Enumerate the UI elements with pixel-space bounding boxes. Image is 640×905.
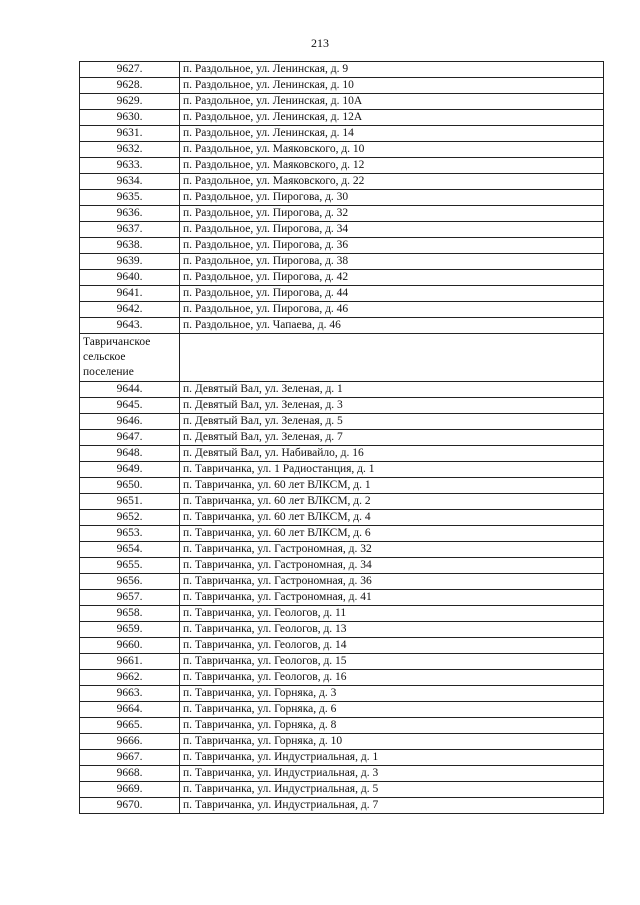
row-number: 9655. <box>80 558 180 574</box>
row-address: п. Тавричанка, ул. 60 лет ВЛКСМ, д. 1 <box>180 478 604 494</box>
row-address: п. Тавричанка, ул. Гастрономная, д. 34 <box>180 558 604 574</box>
row-address: п. Раздольное, ул. Пирогова, д. 44 <box>180 286 604 302</box>
row-address: п. Тавричанка, ул. Горняка, д. 8 <box>180 718 604 734</box>
row-address: п. Тавричанка, ул. Индустриальная, д. 1 <box>180 750 604 766</box>
row-number: 9658. <box>80 606 180 622</box>
table-row <box>80 526 604 542</box>
table-row <box>80 542 604 558</box>
table-row <box>80 222 604 238</box>
row-number: 9657. <box>80 590 180 606</box>
table-row <box>80 478 604 494</box>
table-row <box>80 174 604 190</box>
row-address: п. Раздольное, ул. Маяковского, д. 22 <box>180 174 604 190</box>
table-row <box>80 638 604 654</box>
row-number: 9642. <box>80 302 180 318</box>
row-number: 9666. <box>80 734 180 750</box>
row-number: 9641. <box>80 286 180 302</box>
row-number: 9651. <box>80 494 180 510</box>
table-row <box>80 286 604 302</box>
row-address: п. Раздольное, ул. Чапаева, д. 46 <box>180 318 604 334</box>
row-address: п. Тавричанка, ул. 60 лет ВЛКСМ, д. 6 <box>180 526 604 542</box>
row-address: п. Тавричанка, ул. 60 лет ВЛКСМ, д. 2 <box>180 494 604 510</box>
table-row <box>80 270 604 286</box>
table-row <box>80 430 604 446</box>
row-number: 9653. <box>80 526 180 542</box>
row-number: 9659. <box>80 622 180 638</box>
row-address: п. Раздольное, ул. Пирогова, д. 30 <box>180 190 604 206</box>
row-number: 9638. <box>80 238 180 254</box>
section-row <box>80 334 604 382</box>
row-address: п. Тавричанка, ул. Геологов, д. 13 <box>180 622 604 638</box>
address-table-body <box>80 62 604 814</box>
table-row <box>80 654 604 670</box>
row-number: 9668. <box>80 766 180 782</box>
row-address: п. Раздольное, ул. Маяковского, д. 12 <box>180 158 604 174</box>
row-address: п. Тавричанка, ул. Индустриальная, д. 3 <box>180 766 604 782</box>
row-address: п. Раздольное, ул. Ленинская, д. 14 <box>180 126 604 142</box>
row-number: 9634. <box>80 174 180 190</box>
row-number: 9627. <box>80 62 180 78</box>
table-row <box>80 94 604 110</box>
row-number: 9631. <box>80 126 180 142</box>
row-address: п. Тавричанка, ул. Индустриальная, д. 7 <box>180 798 604 814</box>
section-label: Тавричанское сельское поселение <box>80 334 180 382</box>
row-address: п. Раздольное, ул. Ленинская, д. 10 <box>180 78 604 94</box>
table-row <box>80 254 604 270</box>
row-address: п. Раздольное, ул. Пирогова, д. 36 <box>180 238 604 254</box>
table-row <box>80 126 604 142</box>
table-row <box>80 606 604 622</box>
row-number: 9656. <box>80 574 180 590</box>
row-address: п. Тавричанка, ул. Геологов, д. 15 <box>180 654 604 670</box>
table-row <box>80 798 604 814</box>
row-number: 9664. <box>80 702 180 718</box>
row-address: п. Тавричанка, ул. Горняка, д. 6 <box>180 702 604 718</box>
row-number: 9628. <box>80 78 180 94</box>
table-row <box>80 670 604 686</box>
table-row <box>80 78 604 94</box>
table-row <box>80 574 604 590</box>
table-row <box>80 382 604 398</box>
row-address: п. Тавричанка, ул. Гастрономная, д. 36 <box>180 574 604 590</box>
row-number: 9670. <box>80 798 180 814</box>
row-address: п. Девятый Вал, ул. Зеленая, д. 1 <box>180 382 604 398</box>
table-row <box>80 142 604 158</box>
table-row <box>80 750 604 766</box>
row-number: 9632. <box>80 142 180 158</box>
row-address: п. Тавричанка, ул. Горняка, д. 3 <box>180 686 604 702</box>
row-address: п. Раздольное, ул. Ленинская, д. 10А <box>180 94 604 110</box>
row-number: 9661. <box>80 654 180 670</box>
table-row <box>80 462 604 478</box>
row-address: п. Тавричанка, ул. Геологов, д. 14 <box>180 638 604 654</box>
row-number: 9669. <box>80 782 180 798</box>
table-row <box>80 318 604 334</box>
row-number: 9667. <box>80 750 180 766</box>
table-row <box>80 62 604 78</box>
row-address: п. Тавричанка, ул. 1 Радиостанция, д. 1 <box>180 462 604 478</box>
table-row <box>80 398 604 414</box>
row-number: 9648. <box>80 446 180 462</box>
row-number: 9645. <box>80 398 180 414</box>
address-table <box>79 61 604 814</box>
table-row <box>80 302 604 318</box>
row-number: 9665. <box>80 718 180 734</box>
table-row <box>80 622 604 638</box>
row-address: п. Тавричанка, ул. Геологов, д. 11 <box>180 606 604 622</box>
row-address: п. Девятый Вал, ул. Зеленая, д. 7 <box>180 430 604 446</box>
table-row <box>80 414 604 430</box>
row-number: 9643. <box>80 318 180 334</box>
row-number: 9646. <box>80 414 180 430</box>
table-row <box>80 494 604 510</box>
page-number: 213 <box>311 36 329 50</box>
row-address: п. Тавричанка, ул. Индустриальная, д. 5 <box>180 782 604 798</box>
row-number: 9630. <box>80 110 180 126</box>
row-number: 9640. <box>80 270 180 286</box>
table-row <box>80 782 604 798</box>
row-number: 9639. <box>80 254 180 270</box>
table-row <box>80 206 604 222</box>
row-address: п. Раздольное, ул. Пирогова, д. 38 <box>180 254 604 270</box>
row-number: 9652. <box>80 510 180 526</box>
row-address: п. Тавричанка, ул. Геологов, д. 16 <box>180 670 604 686</box>
row-number: 9649. <box>80 462 180 478</box>
table-row <box>80 110 604 126</box>
table-row <box>80 238 604 254</box>
table-row <box>80 766 604 782</box>
row-number: 9660. <box>80 638 180 654</box>
row-number: 9637. <box>80 222 180 238</box>
row-number: 9635. <box>80 190 180 206</box>
row-address: п. Тавричанка, ул. Гастрономная, д. 32 <box>180 542 604 558</box>
row-number: 9633. <box>80 158 180 174</box>
row-address: п. Раздольное, ул. Пирогова, д. 32 <box>180 206 604 222</box>
row-address: п. Девятый Вал, ул. Зеленая, д. 3 <box>180 398 604 414</box>
row-address: п. Тавричанка, ул. 60 лет ВЛКСМ, д. 4 <box>180 510 604 526</box>
row-address: п. Раздольное, ул. Ленинская, д. 12А <box>180 110 604 126</box>
row-address: п. Девятый Вал, ул. Зеленая, д. 5 <box>180 414 604 430</box>
row-address: п. Тавричанка, ул. Гастрономная, д. 41 <box>180 590 604 606</box>
table-row <box>80 190 604 206</box>
table-row <box>80 686 604 702</box>
row-address: п. Раздольное, ул. Маяковского, д. 10 <box>180 142 604 158</box>
row-address: п. Раздольное, ул. Ленинская, д. 9 <box>180 62 604 78</box>
row-number: 9644. <box>80 382 180 398</box>
table-row <box>80 702 604 718</box>
table-row <box>80 510 604 526</box>
table-row <box>80 718 604 734</box>
section-address <box>180 334 604 382</box>
table-row <box>80 590 604 606</box>
row-number: 9629. <box>80 94 180 110</box>
table-row <box>80 734 604 750</box>
table-row <box>80 158 604 174</box>
row-number: 9662. <box>80 670 180 686</box>
row-address: п. Девятый Вал, ул. Набивайло, д. 16 <box>180 446 604 462</box>
row-number: 9636. <box>80 206 180 222</box>
row-number: 9647. <box>80 430 180 446</box>
row-address: п. Раздольное, ул. Пирогова, д. 46 <box>180 302 604 318</box>
row-number: 9663. <box>80 686 180 702</box>
row-number: 9650. <box>80 478 180 494</box>
row-address: п. Раздольное, ул. Пирогова, д. 34 <box>180 222 604 238</box>
row-number: 9654. <box>80 542 180 558</box>
table-row <box>80 446 604 462</box>
row-address: п. Раздольное, ул. Пирогова, д. 42 <box>180 270 604 286</box>
row-address: п. Тавричанка, ул. Горняка, д. 10 <box>180 734 604 750</box>
table-row <box>80 558 604 574</box>
